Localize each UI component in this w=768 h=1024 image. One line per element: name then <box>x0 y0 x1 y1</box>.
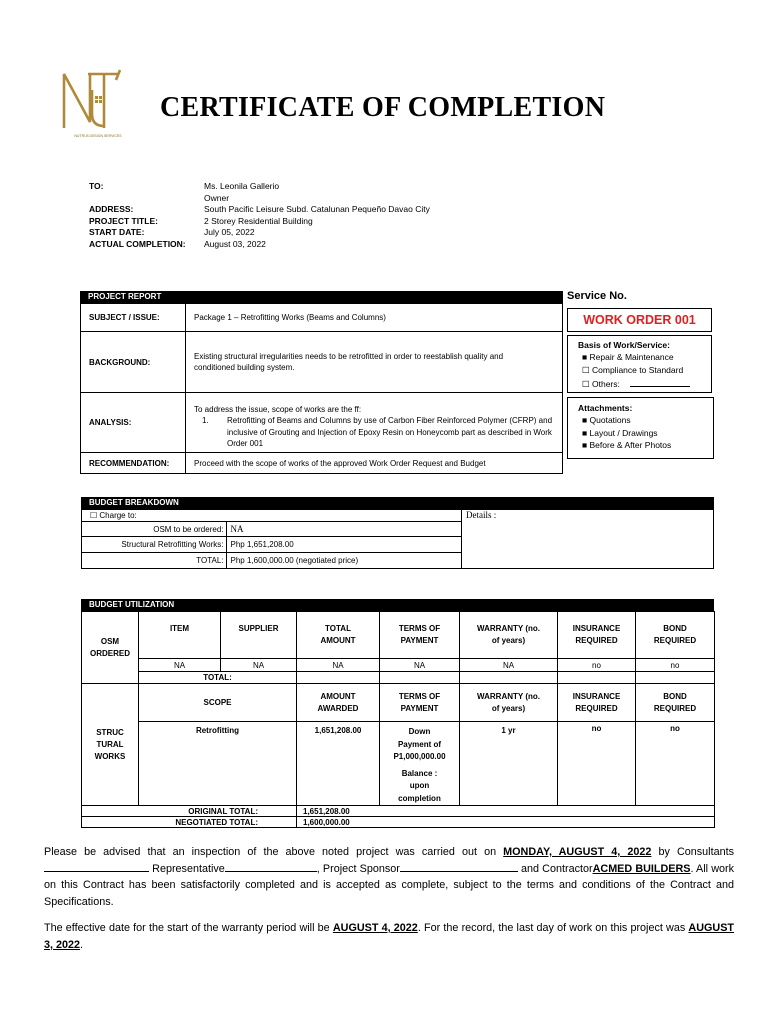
bond-value: no <box>636 722 715 806</box>
osm-item-value: NA <box>139 659 221 672</box>
attachments-title: Attachments: <box>578 403 633 413</box>
col-amount-awarded: AMOUNT AWARDED <box>297 684 380 722</box>
basis-box <box>567 335 712 393</box>
to-role: Owner <box>204 192 230 203</box>
attachments-box <box>567 397 714 459</box>
checkbox-unchecked-icon: ☐ <box>582 379 590 390</box>
background-value <box>186 332 563 393</box>
others-blank-field[interactable] <box>630 376 690 387</box>
col-insurance-2: INSURANCE REQUIRED <box>558 684 636 722</box>
p2-text: . For the record, the last day of work on this project was <box>417 922 689 934</box>
osm-order-value: NA <box>226 522 462 537</box>
consultants-blank[interactable] <box>44 861 149 872</box>
p1-text: and Contractor <box>517 862 593 875</box>
company-logo <box>58 66 138 136</box>
p2-text: The effective date for the start of the warranty period will be <box>44 922 333 934</box>
struc-label-line: TURAL <box>96 739 124 749</box>
start-date-value: July 05, 2022 <box>204 227 255 238</box>
osm-insurance-value: no <box>558 659 636 672</box>
address-label: ADDRESS: <box>89 204 134 215</box>
osm-bond-value: no <box>636 659 715 672</box>
col-warranty-2: WARRANTY (no. of years) <box>460 684 558 722</box>
start-date-label: START DATE: <box>89 227 145 238</box>
bullet-square-icon: ■ <box>582 440 588 451</box>
col-terms: TERMS OF PAYMENT <box>380 612 460 659</box>
osm-supplier-value: NA <box>221 659 297 672</box>
budget-breakdown <box>81 497 714 569</box>
warranty-start-date: AUGUST 4, 2022 <box>332 922 418 934</box>
last-work-date: AUGUST 3, 2022 <box>44 922 735 951</box>
terms-downpayment: Down Payment of P1,000,000.00 <box>393 727 446 761</box>
original-total-value: 1,651,208.00 <box>297 806 715 817</box>
bullet-square-icon: ■ <box>582 415 588 426</box>
budget-total-value: Php 1,600,000.00 (negotiated price) <box>226 553 462 569</box>
contractor-name: ACMED BUILDERS <box>592 862 691 875</box>
osm-warranty-value: NA <box>460 659 558 672</box>
analysis-value <box>186 393 563 453</box>
inspection-paragraph <box>44 844 734 910</box>
warranty-paragraph <box>44 920 734 953</box>
analysis-intro: To address the issue, scope of works are the ff: <box>194 405 362 415</box>
terms-balance: Balance : upon completion <box>398 768 441 803</box>
checkbox-unchecked-icon: ☐ <box>582 364 590 375</box>
to-label: TO: <box>89 181 104 191</box>
info-block <box>89 181 430 251</box>
terms-value <box>380 722 460 806</box>
osm-terms-value: NA <box>380 659 460 672</box>
service-no-title: Service No. <box>567 290 627 302</box>
col-bond-2: BOND REQUIRED <box>636 684 715 722</box>
col-total-amount: TOTAL AMOUNT <box>297 612 380 659</box>
struc-label-line: STRUC <box>96 727 124 737</box>
p1-text: . All work on this Contract has been satisfactorily completed and is accepted as complete, subject to the terms and conditions of the Contract and Specifications. <box>44 862 734 908</box>
attachment-label: Quotations <box>589 415 631 426</box>
p1-text: , Project Sponsor <box>316 862 400 875</box>
to-value: Ms. Leonila Gallerio <box>204 181 280 191</box>
basis-item-others[interactable] <box>578 376 711 390</box>
negotiated-total-label: NEGOTIATED TOTAL: <box>139 817 297 828</box>
negotiated-total-value: 1,600,000.00 <box>297 817 715 828</box>
recommendation-value: Proceed with the scope of works of the approved Work Order Request and Budget <box>186 453 563 474</box>
structural-works-label: Structural Retrofitting Works: <box>82 537 227 553</box>
project-report <box>80 291 563 474</box>
basis-item-label: Compliance to Standard <box>592 364 684 375</box>
actual-completion-label: ACTUAL COMPLETION: <box>89 238 186 249</box>
basis-item-label: Repair & Maintenance <box>589 352 674 363</box>
p1-text: Representative <box>149 862 225 875</box>
basis-item-repair[interactable] <box>578 351 711 363</box>
warranty-value: 1 yr <box>460 722 558 806</box>
background-text: Existing structural irregularities needs to be retrofitted in order to reestablish quality and conditioned building system. <box>194 352 504 372</box>
attachment-item <box>578 414 713 426</box>
analysis-label: ANALYSIS: <box>81 393 186 453</box>
p1-text: by Consultants <box>651 846 734 858</box>
p2-text: . <box>80 938 84 951</box>
page-title: CERTIFICATE OF COMPLETION <box>160 92 606 123</box>
basis-item-compliance[interactable] <box>578 364 711 376</box>
structural-works-value: Php 1,651,208.00 <box>226 537 462 553</box>
actual-completion-value: August 03, 2022 <box>204 238 266 249</box>
details-label: Details : <box>462 510 714 569</box>
budget-utilization-header: BUDGET UTILIZATION <box>81 599 714 611</box>
attachment-item <box>578 439 713 451</box>
attachment-item <box>578 427 713 439</box>
subject-value: Package 1 – Retrofitting Works (Beams and Columns) <box>186 304 563 332</box>
original-total-label: ORIGINAL TOTAL: <box>139 806 297 817</box>
scope-value: Retrofitting <box>139 722 297 806</box>
work-order-number: WORK ORDER 001 <box>567 308 712 332</box>
charge-to-label: ☐ Charge to: <box>82 510 227 522</box>
analysis-item: Retrofitting of Beams and Columns by use of Carbon Fiber Reinforced Polymer (CFRP) and inclusive of Grouting and Injection of Epoxy Resin on Honeycomb part as described in Work Order 001 <box>227 416 553 448</box>
basis-title: Basis of Work/Service: <box>578 340 670 350</box>
insurance-value: no <box>558 722 636 806</box>
col-supplier: SUPPLIER <box>221 612 297 659</box>
analysis-item-number: 1. <box>202 416 209 426</box>
amount-awarded-value: 1,651,208.00 <box>297 722 380 806</box>
osm-total-label: TOTAL: <box>139 672 297 684</box>
logo-text: NUTRI-B DESIGN SERVICES <box>74 134 122 138</box>
col-bond: BOND REQUIRED <box>636 612 715 659</box>
inspection-date: MONDAY, AUGUST 4, 2022 <box>503 846 652 858</box>
budget-breakdown-header: BUDGET BREAKDOWN <box>81 497 714 509</box>
project-report-header: PROJECT REPORT <box>80 291 563 303</box>
osm-amount-value: NA <box>297 659 380 672</box>
basis-item-label: Others: <box>592 379 620 390</box>
osm-ordered-label: OSM ORDERED <box>82 612 139 684</box>
logo-mark-icon <box>58 66 138 136</box>
structural-works-label <box>82 684 139 806</box>
subject-label: SUBJECT / ISSUE: <box>81 304 186 332</box>
recommendation-label: RECOMMENDATION: <box>81 453 186 474</box>
address-value: South Pacific Leisure Subd. Catalunan Pequeño Davao City <box>204 204 430 215</box>
col-warranty: WARRANTY (no. of years) <box>460 612 558 659</box>
col-insurance: INSURANCE REQUIRED <box>558 612 636 659</box>
representative-blank[interactable] <box>225 861 317 872</box>
osm-order-label: OSM to be ordered: <box>82 522 227 537</box>
col-item: ITEM <box>139 612 221 659</box>
struc-label-line: WORKS <box>94 751 126 761</box>
attachment-label: Before & After Photos <box>589 440 672 451</box>
budget-utilization <box>81 599 714 828</box>
background-label: BACKGROUND: <box>81 332 186 393</box>
budget-total-label: TOTAL: <box>82 553 227 569</box>
sponsor-blank[interactable] <box>400 861 518 872</box>
bullet-square-icon: ■ <box>582 427 588 438</box>
col-terms-2: TERMS OF PAYMENT <box>380 684 460 722</box>
col-scope: SCOPE <box>139 684 297 722</box>
project-title-label: PROJECT TITLE: <box>89 215 158 226</box>
project-title-value: 2 Storey Residential Building <box>204 215 313 226</box>
checkbox-checked-icon: ■ <box>582 352 588 363</box>
attachment-label: Layout / Drawings <box>589 427 658 438</box>
p1-text: Please be advised that an inspection of the above noted project was carried out on <box>44 846 504 858</box>
